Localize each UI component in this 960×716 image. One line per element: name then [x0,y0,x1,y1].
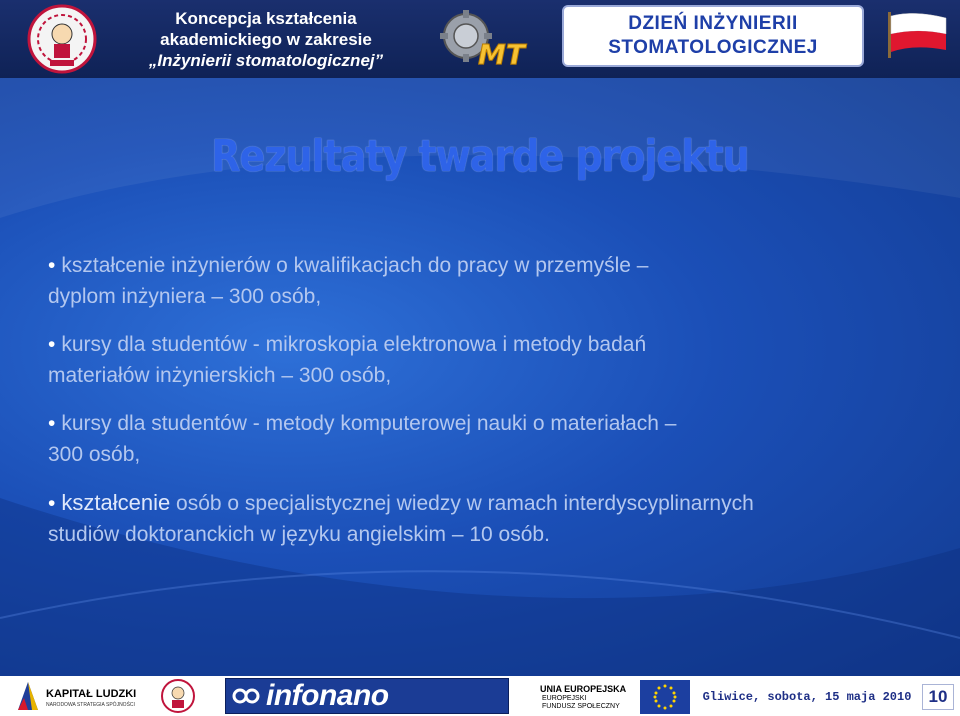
slide-title: Rezultaty twarde projektu [211,130,749,182]
header-title [106,8,426,71]
bullet-item [48,487,938,550]
kapital-subtitle: NARODOWA STRATEGIA SPÓJNOŚCI [46,702,135,708]
bullet-text: kursy dla studentów - metody komputerowej nauki o materiałach – [61,412,677,435]
header-title-line1: Koncepcja kształcenia [175,9,357,28]
bullet-dot-icon: • [48,492,56,515]
infonano-icon [232,685,260,707]
event-day-line1: DZIEŃ INŻYNIERII [628,13,798,34]
bullet-item [48,408,938,470]
bullet-dot-icon: • [48,254,56,277]
footer-date: Gliwice, sobota, 15 maja 2010 [702,690,912,704]
event-day-line2: STOMATOLOGICZNEJ [608,37,818,58]
bullet-list [48,250,938,567]
university-logo-icon [26,4,98,74]
header-title-line2: akademickiego w zakresie [160,30,372,49]
polish-flag-icon [884,10,950,60]
bullet-item [48,250,938,312]
eu-fund-line1: EUROPEJSKI [542,695,587,702]
bullet-text: 300 osób, [48,443,141,466]
event-day-box [562,5,864,67]
kapital-ludzki-icon [14,680,42,712]
eu-fund-line2: FUNDUSZ SPOŁECZNY [542,703,620,710]
eu-fund [542,695,620,711]
page-number: 10 [922,684,954,710]
bullet-dot-icon: • [48,333,56,356]
header-bar [0,0,960,78]
bullet-text: kształcenie inżynierów o kwalifikacjach do pracy w przemyśle – [61,254,649,277]
kapital-ludzki-logo [8,678,158,714]
bullet-text: osób o specjalistycznej wiedzy w ramach interdyscyplinarnych [170,492,754,515]
slide-body [0,78,960,676]
bullet-text: dyplom inżyniera – 300 osób, [48,285,322,308]
eu-flag-icon [640,680,690,714]
bullet-lead: kształcenie [61,490,171,515]
bullet-text: studiów doktoranckich w języku angielskim – 10 osób. [48,523,550,546]
header-title-line3: „Inżynierii stomatologicznej” [148,51,384,70]
infonano-text: infonano [266,679,389,712]
kapital-title: KAPITAŁ LUDZKI [46,688,137,700]
mt-logo-text: MT [478,38,525,71]
university-small-logo-icon [160,678,196,714]
eu-logo [528,678,698,714]
eu-title: UNIA EUROPEJSKA [540,684,627,694]
infonano-logo [225,678,509,714]
mt-gear-logo-icon [432,6,528,72]
bullet-item [48,329,938,391]
bullet-text: materiałów inżynierskich – 300 osób, [48,364,392,387]
bullet-text: kursy dla studentów - mikroskopia elektronowa i metody badań [61,333,647,356]
bullet-dot-icon: • [48,412,56,435]
